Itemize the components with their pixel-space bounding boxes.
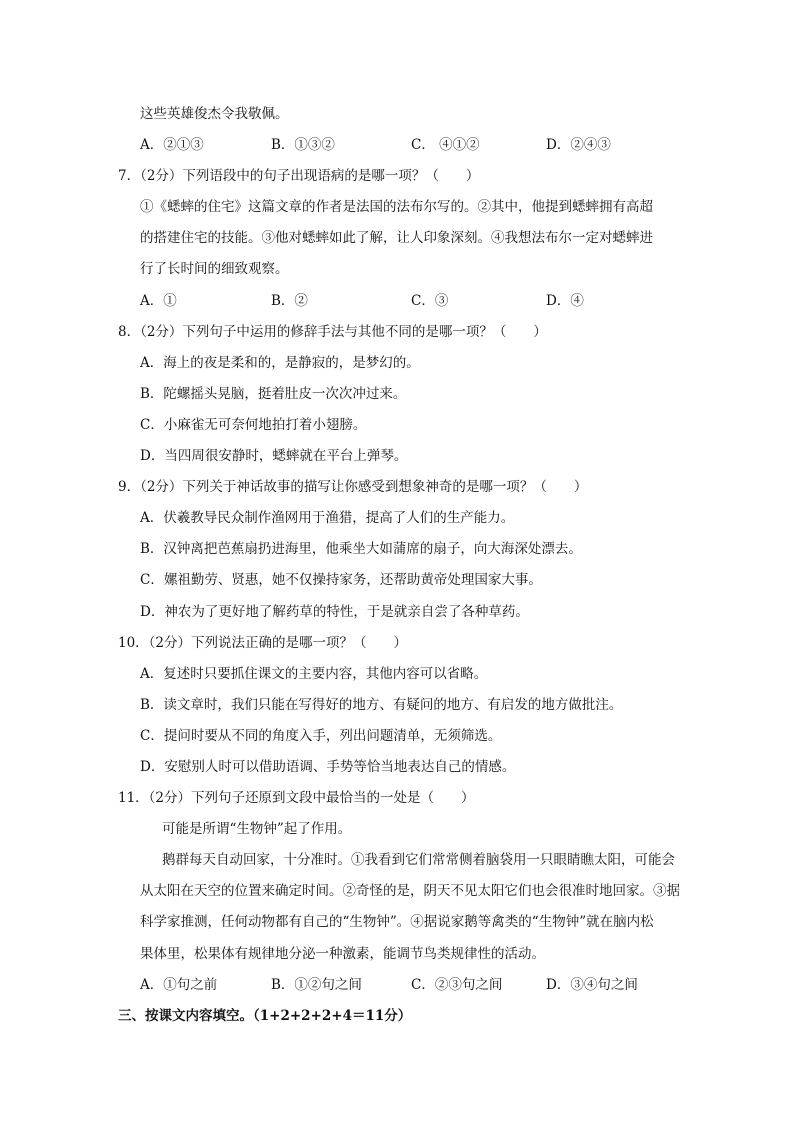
q9-option-b: B．汉钟离把芭蕉扇扔进海里，他乘坐大如蒲席的扇子，向大海深处漂去。	[140, 541, 582, 558]
q11-options	[0, 970, 793, 1001]
q6-options	[0, 130, 793, 161]
q8-option-b: B．陀螺摇头晃脑，挺着肚皮一次次冲过来。	[140, 385, 407, 402]
q9-option-a: A．伏羲教导民众制作渔网用于渔猎，提高了人们的生产能力。	[140, 510, 515, 527]
q10-option-d: D．安慰别人时可以借助语调、手势等恰当地表达自己的情感。	[140, 758, 516, 775]
q6-option-a: A．②①③	[140, 137, 204, 154]
q8-stem: 8．（2分）下列句子中运用的修辞手法与其他不同的是哪一项？（ ）	[118, 323, 547, 340]
q10-option-b: B．读文章时，我们只能在写得好的地方、有疑问的地方、有启发的地方做批注。	[140, 696, 623, 713]
q7-option-b: B．②	[271, 292, 308, 309]
q6-option-b: B．①③②	[271, 137, 335, 154]
q8-option-c: C．小麻雀无可奈何地拍打着小翅膀。	[140, 416, 367, 433]
q10-option-a: A．复述时只要抓住课文的主要内容，其他内容可以省略。	[140, 665, 488, 682]
q11-stem: 11．（2分）下列句子还原到文段中最恰当的一处是（ ）	[118, 790, 475, 807]
q11-paragraph-line: 科学家推测，任何动物都有自己的“生物钟”。④据说家鹅等禽类的“生物钟”就在脑内松	[140, 914, 654, 931]
document-page	[0, 99, 793, 1032]
q7-stem: 7．（2分）下列语段中的句子出现语病的是哪一项？（ ）	[118, 168, 480, 185]
q7-options	[0, 286, 793, 317]
q10-option-c: C．提问时要从不同的角度入手，列出问题清单，无须筛选。	[140, 727, 502, 744]
q11-option-c: C．②③句之间	[411, 976, 503, 993]
q11-paragraph-line: 从太阳在天空的位置来确定时间。②奇怪的是，阴天不见太阳它们也会很准时地回家。③据	[140, 883, 680, 900]
q7-option-d: D．④	[546, 292, 584, 309]
q11-option-a: A．①句之前	[140, 976, 218, 993]
q11-paragraph-line: 鹅群每天自动回家，十分准时。①我看到它们常常侧着脑袋用一只眼睛瞧太阳，可能会	[162, 852, 675, 869]
q7-option-a: A．①	[140, 292, 177, 309]
q11-option-b: B．①②句之间	[271, 976, 362, 993]
q10-stem: 10．（2分）下列说法正确的是哪一项？（ ）	[118, 634, 408, 651]
q9-stem: 9．（2分）下列关于神话故事的描写让你感受到想象神奇的是哪一项？（ ）	[118, 479, 588, 496]
q11-paragraph-line: 果体里，松果体有规律地分泌一种激素，能调节鸟类规律性的活动。	[140, 945, 545, 962]
q8-option-d: D．当四周很安静时，蟋蟀就在平台上弹琴。	[140, 448, 408, 465]
q11-option-d: D．③④句之间	[546, 976, 638, 993]
q8-option-a: A．海上的夜是柔和的，是静寂的，是梦幻的。	[140, 354, 420, 371]
q7-passage-line: 的搭建住宅的技能。③他对蟋蟀如此了解，让人印象深刻。④我想法布尔一定对蟋蟀进	[140, 230, 653, 247]
q9-option-d: D．神农为了更好地了解药草的特性，于是就亲自尝了各种草药。	[140, 603, 529, 620]
q7-passage-line: 行了长时间的细致观察。	[140, 261, 289, 278]
q7-passage-line: ①《蟋蟀的住宅》这篇文章的作者是法国的法布尔写的。②其中，他提到蟋蟀拥有高超	[140, 199, 653, 216]
q11-sentence: 可能是所谓“生物钟”起了作用。	[162, 821, 352, 838]
section-3-heading: 三、按课文内容填空。（1+2+2+2+4＝11分）	[118, 1007, 412, 1024]
q6-tail: 这些英雄俊杰令我敬佩。	[140, 106, 289, 122]
q6-option-d: D．②④③	[546, 137, 611, 154]
q6-option-c: C． ④①②	[411, 137, 480, 154]
q9-option-c: C．嫘祖勤劳、贤惠，她不仅操持家务，还帮助黄帝处理国家大事。	[140, 572, 542, 589]
q7-option-c: C．③	[411, 292, 449, 309]
